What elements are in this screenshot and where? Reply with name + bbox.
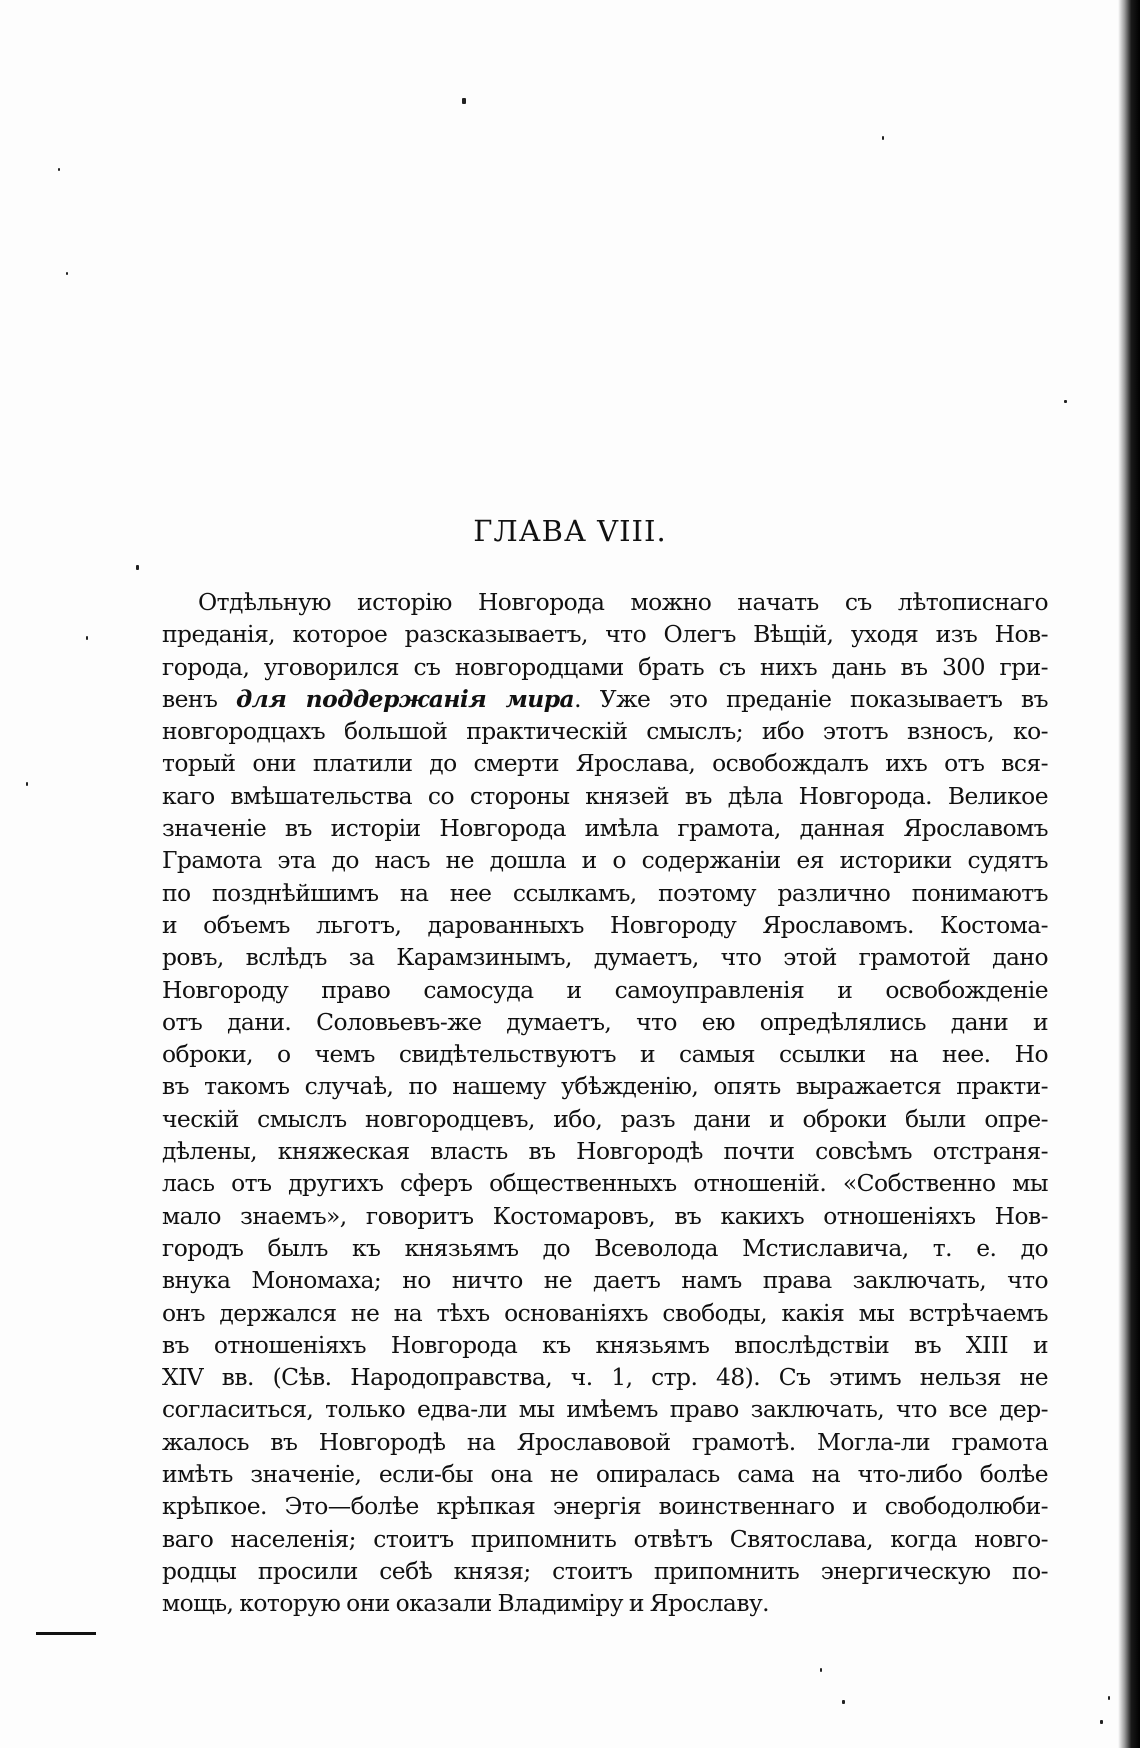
margin-mark <box>36 1632 96 1635</box>
text-line: значеніе въ исторіи Новгорода имѣла грамота, данная Ярославомъ <box>162 814 1048 843</box>
text-line: города, уговорился съ новгородцами брать съ нихъ дань въ 300 гри- <box>162 652 1048 681</box>
text-line: дѣлены, княжеская власть въ Новгородѣ почти совсѣмъ отстраня- <box>162 1137 1048 1166</box>
chapter-title: ГЛАВА VIII. <box>473 514 667 548</box>
text-line: отъ дани. Соловьевъ-же думаетъ, что ею опредѣлялись дани и <box>162 1007 1048 1036</box>
text-line: ровъ, вслѣдъ за Карамзинымъ, думаетъ, что этой грамотой дано <box>162 943 1048 972</box>
text-line: по позднѣйшимъ на нее ссылкамъ, поэтому различно понимаютъ <box>162 878 1048 907</box>
text-line: Грамота эта до насъ не дошла и о содержаніи ея историки судятъ <box>162 846 1048 875</box>
text-line: въ такомъ случаѣ, по нашему убѣжденію, опять выражается практи- <box>162 1072 1048 1101</box>
text-line: торый они платили до смерти Ярослава, освобождалъ ихъ отъ вся- <box>162 749 1048 778</box>
text-line: имѣть значеніе, если-бы она не опиралась сама на что-либо болѣе <box>162 1460 1048 1489</box>
emphasized-phrase: для поддержанія мира <box>235 684 575 713</box>
page-edge-shadow <box>1118 0 1140 1748</box>
text-line: городъ былъ къ князьямъ до Всеволода Мстиславича, т. е. до <box>162 1233 1048 1262</box>
text-line: преданія, которое разсказываетъ, что Олегъ Вѣщій, уходя изъ Нов- <box>162 620 1048 649</box>
text-line: внука Мономаха; но ничто не даетъ намъ права заключать, что <box>162 1266 1048 1295</box>
text-line: жалось въ Новгородѣ на Ярославовой грамотѣ. Могла-ли грамота <box>162 1427 1048 1456</box>
text-line: въ отношеніяхъ Новгорода къ князьямъ впослѣдствіи въ XIII и <box>162 1330 1048 1359</box>
text-line: оброки, о чемъ свидѣтельствуютъ и самыя ссылки на нее. Но <box>162 1040 1048 1069</box>
text-line: Отдѣльную исторію Новгорода можно начать съ лѣтописнаго <box>198 588 1048 616</box>
text-line: ческій смыслъ новгородцевъ, ибо, разъ дани и оброки были опре- <box>162 1104 1048 1133</box>
text-line: Новгороду право самосуда и самоуправленія и освобожденіе <box>162 975 1048 1004</box>
text-line: мало знаемъ», говоритъ Костомаровъ, въ какихъ отношеніяхъ Нов- <box>162 1201 1048 1230</box>
text-line-with-emphasis <box>162 683 1048 715</box>
text-fragment: . Уже это преданіе показываетъ въ <box>574 684 1048 713</box>
text-line: согласиться, только едва-ли мы имѣемъ право заключать, что все дер- <box>162 1395 1048 1424</box>
text-line: крѣпкое. Это—болѣе крѣпкая энергія воинственнаго и свободолюби- <box>162 1492 1048 1521</box>
text-fragment: венъ <box>162 684 236 713</box>
text-line: лась отъ другихъ сферъ общественныхъ отношеній. «Собственно мы <box>162 1169 1048 1198</box>
text-line: ваго населенія; стоитъ припомнить отвѣтъ Святослава, когда новго- <box>162 1524 1048 1553</box>
text-line: онъ держался не на тѣхъ основаніяхъ свободы, какія мы встрѣчаемъ <box>162 1298 1048 1327</box>
text-line: каго вмѣшательства со стороны князей въ дѣла Новгорода. Великое <box>162 781 1048 810</box>
chapter-paragraph <box>162 586 1048 1620</box>
text-line: мощь, которую они оказали Владиміру и Ярославу. <box>162 1589 770 1618</box>
text-line: родцы просили себѣ князя; стоитъ припомнить энергическую по- <box>162 1556 1048 1585</box>
text-line: новгородцахъ большой практическій смыслъ; ибо этотъ взносъ, ко- <box>162 717 1048 746</box>
text-line: XIV вв. (Сѣв. Народоправства, ч. 1, стр. 48). Съ этимъ нельзя не <box>162 1363 1048 1392</box>
text-line: и объемъ льготъ, дарованныхъ Новгороду Ярославомъ. Костома- <box>162 910 1048 939</box>
